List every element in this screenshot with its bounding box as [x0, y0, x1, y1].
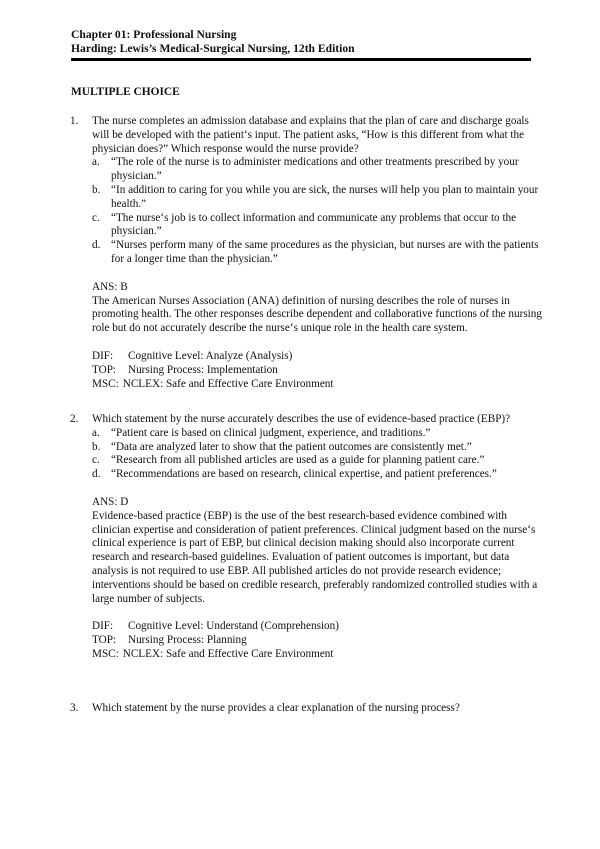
top-value: Nursing Process: Implementation: [128, 363, 278, 376]
option-a: [92, 156, 542, 184]
answer-block: [92, 496, 542, 606]
dif-value: Cognitive Level: Analyze (Analysis): [128, 349, 293, 362]
option-letter: a.: [92, 156, 100, 169]
book-title: Harding: Lewis’s Medical-Surgical Nursing, 12th Edition: [71, 42, 355, 55]
dif-value: Cognitive Level: Understand (Comprehension): [128, 620, 339, 633]
option-b: [92, 184, 542, 212]
section-title: MULTIPLE CHOICE: [71, 86, 180, 98]
question-number: 3.: [70, 702, 79, 714]
topic-line: [92, 634, 542, 648]
question-stem: Which statement by the nurse accurately describes the use of evidence-based practice (EBP)?: [92, 413, 511, 425]
option-d: [92, 239, 542, 267]
option-c: [92, 454, 542, 468]
question-3: [70, 702, 542, 716]
top-value: Nursing Process: Planning: [128, 634, 247, 647]
question-1: [70, 115, 542, 391]
option-a: [92, 427, 542, 441]
topic-line: [92, 364, 542, 378]
question-2: [70, 413, 542, 662]
answer-options: [92, 156, 542, 266]
msc-label: MSC:: [92, 647, 119, 660]
msc-label: MSC:: [92, 377, 119, 390]
page-header: [71, 28, 355, 56]
difficulty-line: [92, 620, 542, 634]
msc-value: NCLEX: Safe and Effective Care Environment: [122, 647, 334, 660]
option-text: “The role of the nurse is to administer medications and other treatments prescribed by your physician.”: [111, 156, 519, 183]
msc-line: [92, 378, 542, 392]
option-b: [92, 441, 542, 455]
meta-block: [92, 620, 542, 661]
question-stem: Which statement by the nurse provides a clear explanation of the nursing process?: [92, 702, 460, 714]
option-letter: c.: [92, 454, 100, 467]
option-text: “Recommendations are based on research, clinical expertise, and patient preferences.”: [111, 468, 497, 481]
option-letter: a.: [92, 426, 100, 439]
option-text: “Data are analyzed later to show that the patient outcomes are consistently met.”: [111, 440, 472, 453]
msc-line: [92, 648, 542, 662]
top-label: TOP:: [92, 634, 117, 647]
option-text: “The nurse‘s job is to collect information and communicate any problems that occur to the physician.”: [111, 211, 517, 238]
header-divider: [71, 58, 531, 61]
option-c: [92, 212, 542, 240]
option-letter: b.: [92, 440, 101, 453]
answer-options: [92, 427, 542, 482]
top-label: TOP:: [92, 363, 117, 376]
answer-block: [92, 281, 542, 336]
option-text: “In addition to caring for you while you are sick, the nurses will help you plan to maintain your health.”: [111, 183, 539, 210]
msc-value: NCLEX: Safe and Effective Care Environment: [122, 377, 334, 390]
answer-key: ANS: B: [92, 280, 128, 293]
chapter-title: Chapter 01: Professional Nursing: [71, 28, 237, 41]
question-number: 1.: [70, 115, 79, 127]
rationale: The American Nurses Association (ANA) definition of nursing describes the role of nurses in promoting health. The other responses describe dependent and collaborative functions of the nursing role but do not accurately describe the nurse‘s unique role in the health care system.: [92, 294, 542, 335]
rationale: Evidence-based practice (EBP) is the use of the best research-based evidence combined with clinician expertise and consideration of patient preferences. Clinical judgment based on the nurse‘s clinical experience is part of EBP, but clinical decision making should also incorporate current research and research-based guidelines. Evaluation of patient outcomes is important, but data analysis is not required to use EBP. All published articles do not provide research evidence; interventions should be based on credible research, preferably randomized controlled studies with a large number of subjects.: [92, 509, 538, 605]
option-letter: d.: [92, 239, 101, 252]
option-text: “Nurses perform many of the same procedures as the physician, but nurses are with the patients for a longer time than the physician.”: [111, 239, 539, 265]
option-letter: c.: [92, 211, 100, 224]
option-d: [92, 468, 542, 482]
option-text: “Research from all published articles are used as a guide for planning patient care.”: [111, 454, 485, 467]
question-number: 2.: [70, 413, 79, 425]
option-letter: b.: [92, 183, 101, 196]
question-stem: The nurse completes an admission database and explains that the plan of care and discharge goals will be developed with the patient‘s input. The patient asks, “How is this different from what the physician does?” Which response would the nurse provide?: [92, 115, 529, 155]
meta-block: [92, 350, 542, 391]
dif-label: DIF:: [92, 349, 114, 362]
answer-key: ANS: D: [92, 495, 129, 508]
option-text: “Patient care is based on clinical judgment, experience, and traditions.”: [111, 426, 431, 439]
option-letter: d.: [92, 468, 101, 481]
difficulty-line: [92, 350, 542, 364]
dif-label: DIF:: [92, 620, 114, 633]
